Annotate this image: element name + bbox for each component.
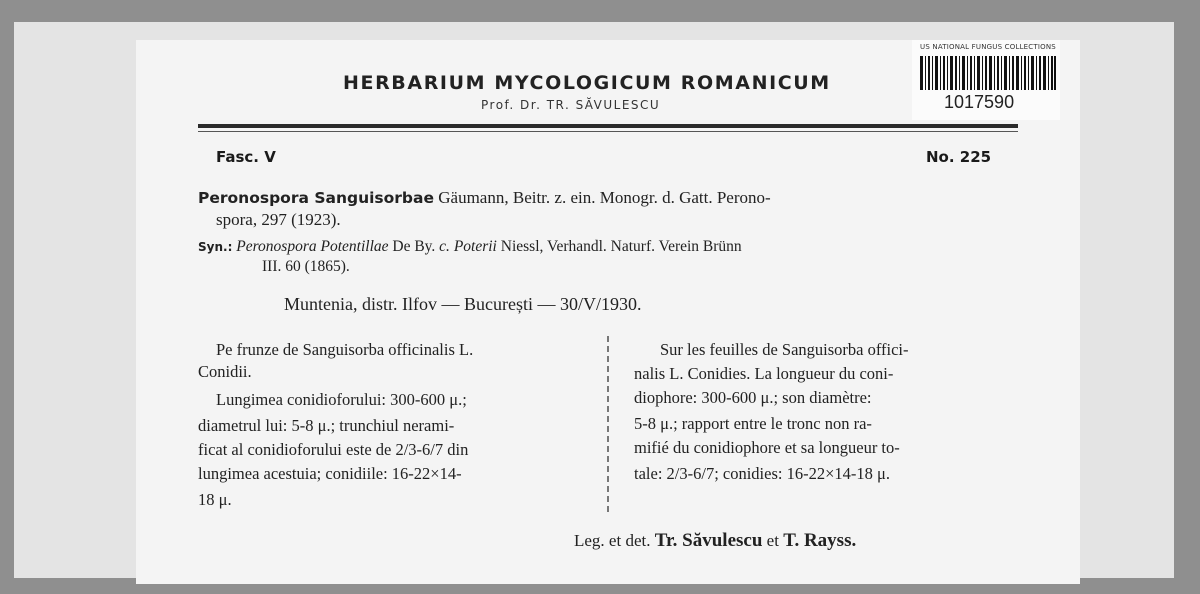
romanian-desc-line: 18 μ. <box>198 490 232 509</box>
herbarium-title: HERBARIUM MYCOLOGICUM ROMANICUM <box>343 72 831 94</box>
synonym-citation-cont: III. 60 (1865). <box>262 258 350 275</box>
barcode-institution: US NATIONAL FUNGUS COLLECTIONS <box>920 43 1056 51</box>
french-line: 5-8 μ.; rapport entre le tronc non ra- <box>634 414 872 433</box>
species-name: Peronospora Sanguisorbae <box>198 189 435 207</box>
french-line: Sur les feuilles de Sanguisorba offici- <box>660 340 909 359</box>
header-rule <box>198 124 1018 128</box>
romanian-desc-line: diametrul lui: 5-8 μ.; trunchiul nerami- <box>198 416 455 435</box>
collector-et: et <box>766 531 779 550</box>
collector-name-2: T. Rayss. <box>783 530 857 551</box>
synonym-label: Syn.: <box>198 240 233 254</box>
header-rule-thin <box>198 131 1018 132</box>
specimen-number: No. 225 <box>926 148 992 166</box>
french-line: diophore: 300-600 μ.; son diamètre: <box>634 388 872 407</box>
synonym-author: De By. <box>392 238 436 255</box>
barcode-icon <box>920 56 1056 90</box>
fascicle-label: Fasc. V <box>216 148 276 166</box>
romanian-desc-line: ficat al conidioforului este de 2/3-6/7 din <box>198 440 469 459</box>
barcode-label <box>912 40 1060 120</box>
synonym-name: Peronospora Potentillae <box>236 238 389 255</box>
synonym-citation: Niessl, Verhandl. Naturf. Verein Brünn <box>500 238 742 255</box>
species-citation-cont: spora, 297 (1923). <box>216 210 341 229</box>
herbarium-label <box>136 40 1080 584</box>
synonym-variety: Poterii <box>453 238 497 255</box>
french-line: tale: 2/3-6/7; conidies: 16-22×14-18 μ. <box>634 464 890 483</box>
romanian-intro-line-1: Pe frunze de Sanguisorba officinalis L. <box>216 340 474 359</box>
collector-prefix: Leg. et det. <box>574 531 651 550</box>
synonym-line <box>198 238 742 256</box>
romanian-desc-line: Lungimea conidioforului: 300-600 μ.; <box>216 390 467 409</box>
collector-name-1: Tr. Săvulescu <box>654 530 763 551</box>
locality: Muntenia, distr. Ilfov — București — 30/V/1930. <box>284 294 642 314</box>
french-line: nalis L. Conidies. La longueur du coni- <box>634 364 894 383</box>
herbarium-curator: Prof. Dr. TR. SĂVULESCU <box>481 98 661 112</box>
romanian-desc-line: lungimea acestuia; conidiile: 16-22×14- <box>198 464 462 483</box>
barcode-number: 1017590 <box>944 92 1015 112</box>
column-divider <box>607 336 609 512</box>
species-citation: Gäumann, Beitr. z. ein. Monogr. d. Gatt. Perono- <box>438 188 771 207</box>
collector-line <box>574 530 856 552</box>
species-line <box>198 188 771 208</box>
synonym-c: c. <box>439 238 450 255</box>
french-line: mifié du conidiophore et sa longueur to- <box>634 438 900 457</box>
romanian-intro-line-2: Conidii. <box>198 362 252 381</box>
